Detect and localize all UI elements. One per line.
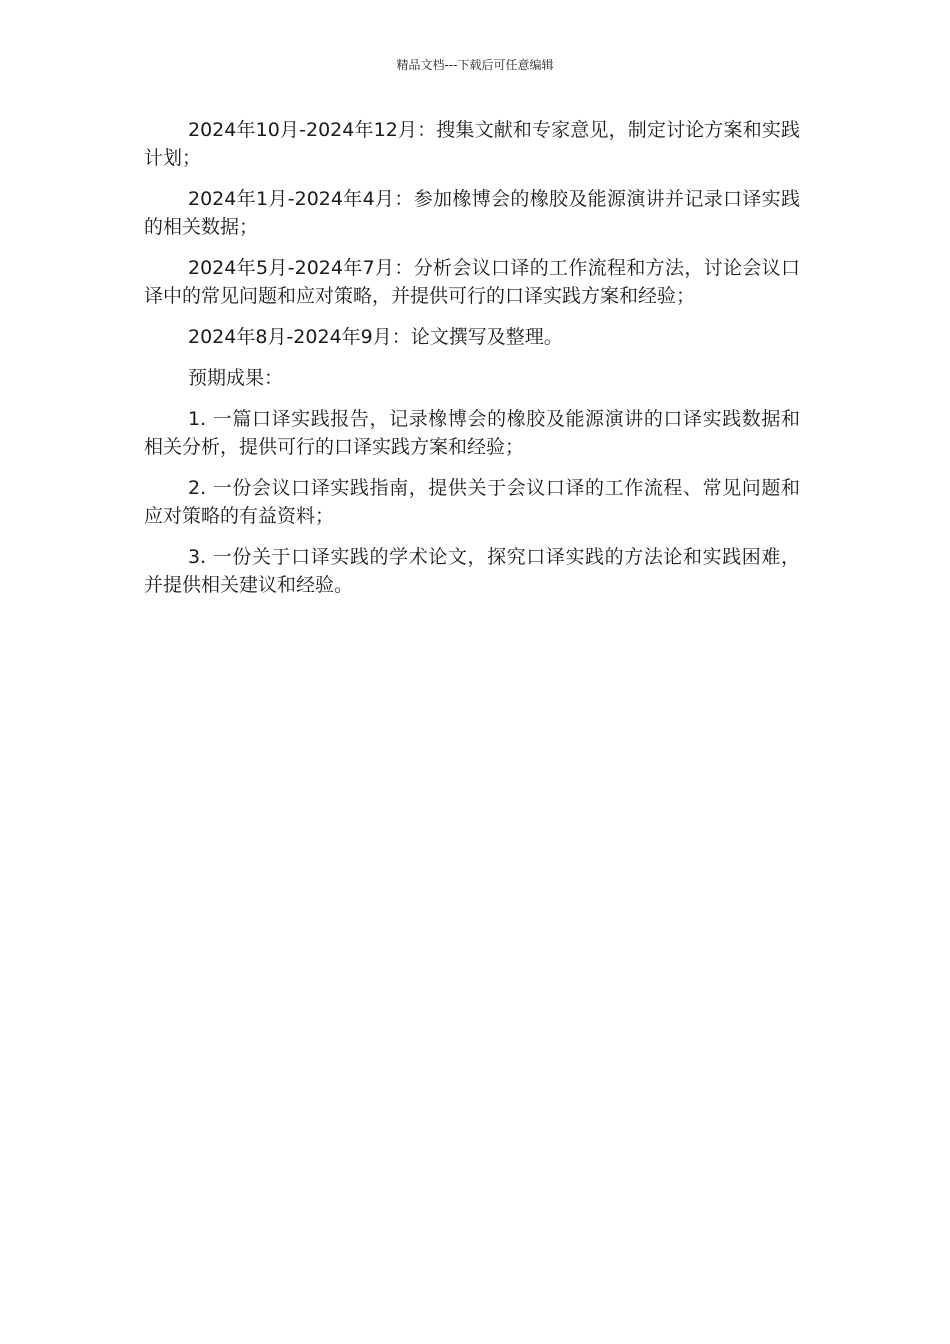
page-header: 精品文档---下载后可任意编辑 — [396, 58, 554, 72]
expected-result-1: 1. 一篇口译实践报告，记录橡博会的橡胶及能源演讲的口译实践数据和相关分析，提供可行的口译实践方案和经验； — [144, 408, 800, 458]
schedule-paragraph-1: 2024年10月-2024年12月：搜集文献和专家意见，制定讨论方案和实践计划； — [144, 119, 800, 169]
schedule-paragraph-4: 2024年8月-2024年9月：论文撰写及整理。 — [188, 326, 563, 348]
expected-result-2: 2. 一份会议口译实践指南，提供关于会议口译的工作流程、常见问题和应对策略的有益资料； — [144, 477, 800, 527]
schedule-paragraph-2: 2024年1月-2024年4月：参加橡博会的橡胶及能源演讲并记录口译实践的相关数据； — [144, 188, 800, 238]
expected-results-heading: 预期成果： — [188, 367, 284, 389]
expected-result-3: 3. 一份关于口译实践的学术论文，探究口译实践的方法论和实践困难，并提供相关建议和经验。 — [144, 546, 800, 596]
schedule-paragraph-3: 2024年5月-2024年7月：分析会议口译的工作流程和方法，讨论会议口译中的常见问题和应对策略，并提供可行的口译实践方案和经验； — [144, 257, 800, 307]
document-body — [144, 116, 800, 612]
